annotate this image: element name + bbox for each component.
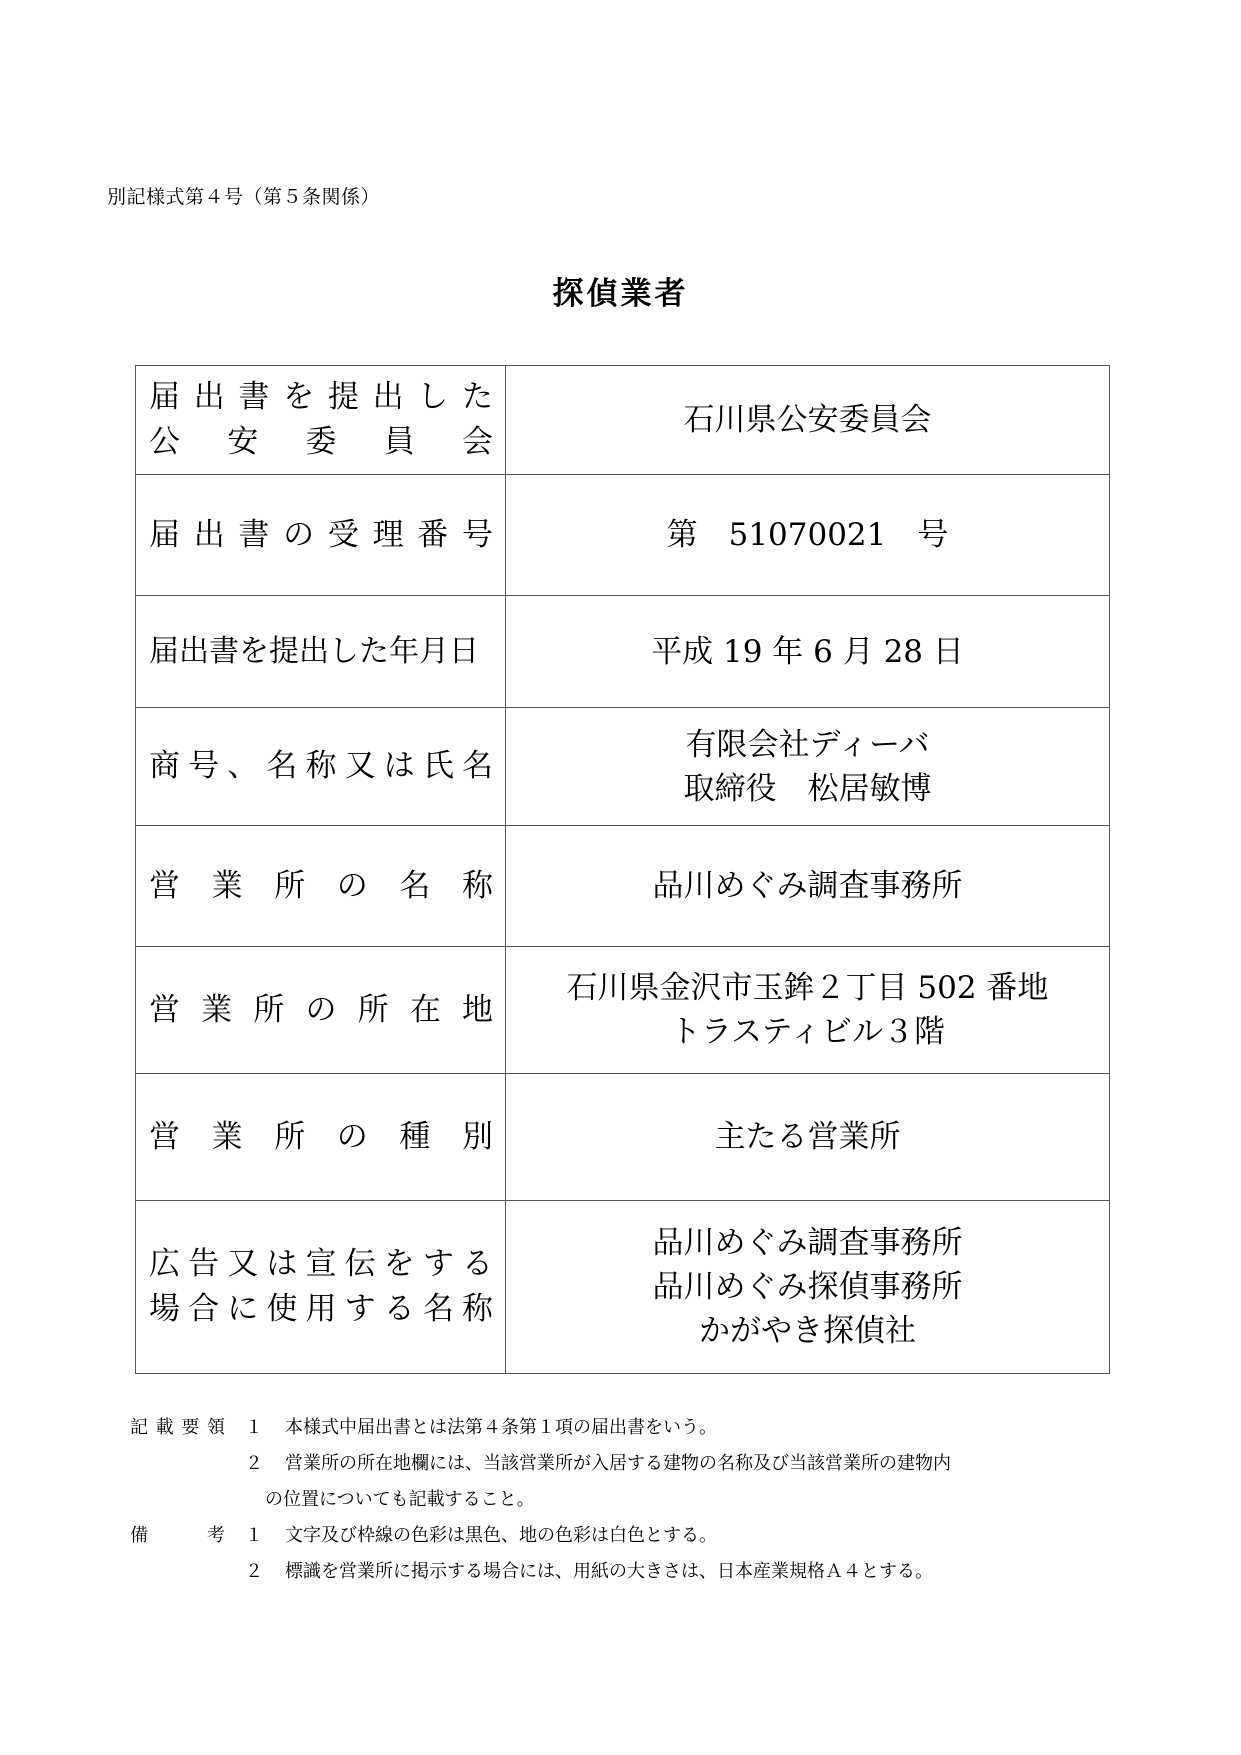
row-label <box>136 475 506 596</box>
row-value <box>506 475 1110 596</box>
row-value <box>506 366 1110 475</box>
row-label <box>136 947 506 1074</box>
instructions-item <box>130 1410 1140 1446</box>
table-row <box>136 596 1110 708</box>
row-label-line: 届出書を提出した <box>149 379 493 415</box>
row-label-line: 場合に使用する名称 <box>149 1291 493 1327</box>
table-row <box>136 475 1110 596</box>
remarks-heading: 備 考 <box>130 1525 225 1546</box>
note-number: １ <box>245 1417 263 1438</box>
note-text: の位置についても記載すること。 <box>265 1489 535 1510</box>
note-number: ２ <box>245 1561 263 1582</box>
remarks-item <box>130 1554 1140 1590</box>
row-label-line: 届出書の受理番号 <box>149 516 493 553</box>
row-label-line: 広告又は宣伝をする <box>149 1246 493 1282</box>
row-label-line: 届出書を提出した年月日 <box>149 634 479 669</box>
remarks-item <box>130 1518 1140 1554</box>
document-title: 探偵業者 <box>552 276 689 312</box>
row-label <box>136 1201 506 1374</box>
row-value-line: 品川めぐみ調査事務所 <box>652 1225 963 1261</box>
note-text: 本様式中届出書とは法第４条第１項の届出書をいう。 <box>285 1417 717 1438</box>
row-value <box>506 1201 1110 1374</box>
note-text: 標識を営業所に掲示する場合には、用紙の大きさは、日本産業規格Ａ４とする。 <box>285 1561 933 1582</box>
row-value-line: 取締役 松居敏博 <box>683 770 932 807</box>
row-value-line: トラスティビル３階 <box>670 1014 945 1050</box>
note-number: ２ <box>245 1453 263 1474</box>
table-row <box>136 708 1110 826</box>
form-number: 別記様式第４号（第５条関係） <box>107 186 381 208</box>
instructions-item-continuation <box>130 1482 1140 1518</box>
table-row <box>136 947 1110 1074</box>
row-value-line: 有限会社ディーバ <box>685 726 930 763</box>
row-label <box>136 708 506 826</box>
note-number: １ <box>245 1525 263 1546</box>
row-value-line: 主たる営業所 <box>714 1119 901 1155</box>
row-label-line: 商号、名称又は氏名 <box>149 748 493 784</box>
row-value <box>506 826 1110 947</box>
note-text: 営業所の所在地欄には、当該営業所が入居する建物の名称及び当該営業所の建物内 <box>285 1453 951 1474</box>
row-value <box>506 596 1110 708</box>
table-row <box>136 1201 1110 1374</box>
notes-section <box>130 1410 1140 1590</box>
row-value-line: 石川県金沢市玉鉾２丁目 502 番地 <box>566 970 1049 1006</box>
row-value <box>506 708 1110 826</box>
row-value-line: 品川めぐみ調査事務所 <box>652 868 963 904</box>
note-text: 文字及び枠線の色彩は黒色、地の色彩は白色とする。 <box>285 1525 717 1546</box>
row-label-line: 営業所の所在地 <box>149 991 493 1028</box>
row-value-line: 第 51070021 号 <box>666 517 949 553</box>
row-value <box>506 1074 1110 1201</box>
row-value-line: 品川めぐみ探偵事務所 <box>652 1269 963 1305</box>
table-row <box>136 1074 1110 1201</box>
instructions-item <box>130 1446 1140 1482</box>
row-value-line: 石川県公安委員会 <box>683 402 932 438</box>
sign-table <box>135 365 1110 1374</box>
row-label <box>136 366 506 475</box>
row-label <box>136 1074 506 1201</box>
row-label-line: 営業所の種別 <box>149 1118 493 1155</box>
row-label-line: 公安委員会 <box>149 424 493 460</box>
table-row <box>136 826 1110 947</box>
row-value-line: 平成 19 年 6 月 28 日 <box>651 633 964 670</box>
instructions-heading: 記載要領 <box>130 1417 225 1438</box>
row-label <box>136 596 506 708</box>
table-row <box>136 366 1110 475</box>
row-label-line: 営業所の名称 <box>149 867 493 904</box>
row-label <box>136 826 506 947</box>
row-value-line: かがやき探偵社 <box>699 1313 916 1349</box>
row-value <box>506 947 1110 1074</box>
